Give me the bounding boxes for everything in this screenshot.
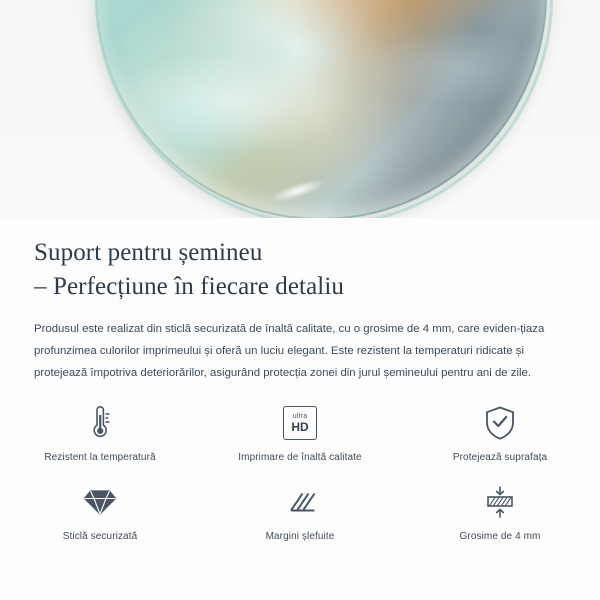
polished-edges-icon — [282, 481, 318, 523]
ultra-hd-badge-top: ultra — [292, 413, 308, 420]
page-title — [0, 218, 600, 303]
hero-image — [0, 0, 600, 218]
feature-tempered-glass — [0, 481, 200, 542]
content-block — [0, 218, 600, 385]
body-paragraph: Produsul este realizat din sticlă securizată de înaltă calitate, cu o grosime de 4 mm, care eviden‑țiaza profunzimea culorilor imprimeului și oferă un luciu elegant. Este rezistent la temperaturi ridicate și protejează împotriva deteriorărilor, asigurând protecția zonei din jurul șemineului pentru ani de zile. — [34, 323, 545, 379]
feature-thickness-4mm — [400, 481, 600, 542]
ultra-hd-badge-bottom: HD — [291, 420, 309, 434]
feature-label: Grosime de 4 mm — [459, 531, 541, 542]
page-title-line-1: Suport pentru șemineu — [34, 239, 263, 266]
feature-label: Margini șlefuite — [265, 531, 335, 542]
feature-polished-edges — [200, 481, 400, 542]
feature-high-quality-print — [200, 402, 400, 463]
glass-plate-image — [95, 0, 547, 218]
feature-label: Sticlă securizată — [62, 531, 138, 542]
feature-label: Rezistent la temperatură — [44, 452, 156, 463]
feature-grid — [0, 402, 600, 542]
feature-surface-protection — [400, 402, 600, 463]
page-title-line-2: – Perfecțiune în fiecare detaliu — [34, 272, 344, 300]
feature-temperature-resistant — [0, 402, 200, 463]
thickness-icon — [482, 481, 518, 523]
ultra-hd-icon — [283, 402, 317, 444]
feature-label: Protejează suprafața — [452, 452, 548, 463]
shield-check-icon — [483, 402, 517, 444]
feature-label: Imprimare de înaltă calitate — [238, 452, 362, 463]
thermometer-icon — [83, 402, 117, 444]
diamond-icon — [82, 481, 118, 523]
